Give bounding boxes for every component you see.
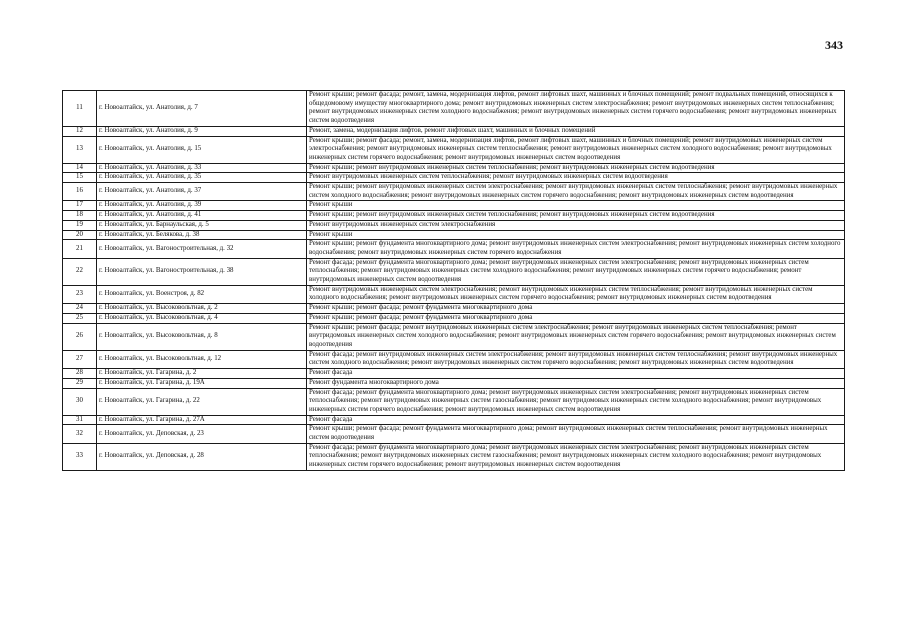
table-row	[63, 163, 845, 173]
row-address: г. Новоалтайск, ул. Высоковольтная, д. 2	[97, 304, 307, 314]
row-number: 14	[63, 163, 97, 173]
row-works: Ремонт фасада	[307, 369, 845, 379]
row-number: 27	[63, 350, 97, 368]
row-address: г. Новоалтайск, ул. Барнаульская, д. 5	[97, 220, 307, 230]
row-number: 32	[63, 425, 97, 443]
row-number: 28	[63, 369, 97, 379]
row-address: г. Новоалтайск, ул. Деповская, д. 23	[97, 425, 307, 443]
row-number: 23	[63, 285, 97, 303]
row-number: 19	[63, 220, 97, 230]
row-address: г. Новоалтайск, ул. Анатолия, д. 7	[97, 91, 307, 127]
row-works: Ремонт крыши; ремонт фасада; ремонт фундамента многоквартирного дома; ремонт внутридомовых инженерных систем теплоснабжения; ремонт внутридомовых инженерных систем водоотведения	[307, 425, 845, 443]
row-address: г. Новоалтайск, ул. Анатолия, д. 37	[97, 183, 307, 201]
row-works: Ремонт крыши	[307, 230, 845, 240]
row-address: г. Новоалтайск, ул. Гагарина, д. 19А	[97, 378, 307, 388]
row-number: 11	[63, 91, 97, 127]
row-number: 33	[63, 443, 97, 470]
row-address: г. Новоалтайск, ул. Вагоностроительная, д. 38	[97, 258, 307, 285]
row-address: г. Новоалтайск, ул. Высоковольтная, д. 12	[97, 350, 307, 368]
row-number: 22	[63, 258, 97, 285]
row-number: 12	[63, 126, 97, 136]
row-address: г. Новоалтайск, ул. Военстроя, д. 82	[97, 285, 307, 303]
table-row	[63, 136, 845, 163]
row-works: Ремонт внутридомовых инженерных систем теплоснабжения; ремонт внутридомовых инженерных систем водоотведения	[307, 173, 845, 183]
table-row	[63, 313, 845, 323]
row-address: г. Новоалтайск, ул. Высоковольтная, д. 4	[97, 313, 307, 323]
row-works: Ремонт фундамента многоквартирного дома	[307, 378, 845, 388]
row-address: г. Новоалтайск, ул. Анатолия, д. 33	[97, 163, 307, 173]
row-address: г. Новоалтайск, ул. Анатолия, д. 39	[97, 201, 307, 211]
row-number: 21	[63, 240, 97, 258]
row-number: 31	[63, 415, 97, 425]
table-row	[63, 443, 845, 470]
table-row	[63, 91, 845, 127]
row-works: Ремонт фасада; ремонт фундамента многоквартирного дома; ремонт внутридомовых инженерных систем электроснабжения; ремонт внутридомовых инженерных систем теплоснабжения; ремонт внутридомовых инженерных систем газоснабжения; ремонт внутридомовых инженерных систем холодного водоснабжения; ремонт внутридомовых инженерных систем горячего водоснабжения; ремонт внутридомовых инженерных систем водоотведения	[307, 388, 845, 415]
row-works: Ремонт крыши; ремонт фасада; ремонт фундамента многоквартирного дома	[307, 304, 845, 314]
row-address: г. Новоалтайск, ул. Деповская, д. 28	[97, 443, 307, 470]
row-number: 24	[63, 304, 97, 314]
row-works: Ремонт крыши; ремонт фасада; ремонт фундамента многоквартирного дома	[307, 313, 845, 323]
row-address: г. Новоалтайск, ул. Анатолия, д. 41	[97, 211, 307, 221]
table-row	[63, 173, 845, 183]
row-address: г. Новоалтайск, ул. Высоковольтная, д. 8	[97, 323, 307, 350]
table-row	[63, 378, 845, 388]
row-works: Ремонт фасада	[307, 415, 845, 425]
table-row	[63, 304, 845, 314]
row-address: г. Новоалтайск, ул. Белякова, д. 38	[97, 230, 307, 240]
row-works: Ремонт крыши	[307, 201, 845, 211]
row-number: 13	[63, 136, 97, 163]
row-works: Ремонт крыши; ремонт фасада; ремонт внутридомовых инженерных систем электроснабжения; ремонт внутридомовых инженерных систем теплоснабжения; ремонт внутридомовых инженерных систем холодного водоснабжения; ремонт внутридомовых инженерных систем горячего водоснабжения; ремонт внутридомовых инженерных систем водоотведения	[307, 323, 845, 350]
row-number: 20	[63, 230, 97, 240]
row-works: Ремонт крыши; ремонт внутридомовых инженерных систем теплоснабжения; ремонт внутридомовых инженерных систем водоотведения	[307, 211, 845, 221]
table-row	[63, 230, 845, 240]
row-works: Ремонт фасада; ремонт внутридомовых инженерных систем электроснабжения; ремонт внутридомовых инженерных систем теплоснабжения; ремонт внутридомовых инженерных систем холодного водоснабжения; ремонт внутридомовых инженерных систем горячего водоснабжения; ремонт внутридомовых инженерных систем водоотведения	[307, 350, 845, 368]
table-row	[63, 350, 845, 368]
row-works: Ремонт крыши; ремонт внутридомовых инженерных систем электроснабжения; ремонт внутридомовых инженерных систем теплоснабжения; ремонт внутридомовых инженерных систем холодного водоснабжения; ремонт внутридомовых инженерных систем горячего водоснабжения; ремонт внутридомовых инженерных систем водоотведения	[307, 183, 845, 201]
row-works: Ремонт внутридомовых инженерных систем электроснабжения; ремонт внутридомовых инженерных систем теплоснабжения; ремонт внутридомовых инженерных систем холодного водоснабжения; ремонт внутридомовых инженерных систем горячего водоснабжения; ремонт внутридомовых инженерных систем водоотведения	[307, 285, 845, 303]
row-works: Ремонт, замена, модернизация лифтов, ремонт лифтовых шахт, машинных и блочных помещений	[307, 126, 845, 136]
row-address: г. Новоалтайск, ул. Гагарина, д. 27А	[97, 415, 307, 425]
row-number: 30	[63, 388, 97, 415]
row-number: 29	[63, 378, 97, 388]
table-row	[63, 258, 845, 285]
row-address: г. Новоалтайск, ул. Гагарина, д. 22	[97, 388, 307, 415]
row-address: г. Новоалтайск, ул. Анатолия, д. 35	[97, 173, 307, 183]
table-row	[63, 388, 845, 415]
row-works: Ремонт внутридомовых инженерных систем электроснабжения	[307, 220, 845, 230]
row-number: 26	[63, 323, 97, 350]
table-row	[63, 425, 845, 443]
row-works: Ремонт крыши; ремонт фундамента многоквартирного дома; ремонт внутридомовых инженерных систем электроснабжения; ремонт внутридомовых инженерных систем холодного водоснабжения; ремонт внутридомовых инженерных систем горячего водоснабжения	[307, 240, 845, 258]
row-address: г. Новоалтайск, ул. Анатолия, д. 9	[97, 126, 307, 136]
row-number: 18	[63, 211, 97, 221]
table-row	[63, 220, 845, 230]
table-row	[63, 201, 845, 211]
table-row	[63, 323, 845, 350]
page-number: 343	[825, 38, 843, 52]
row-address: г. Новоалтайск, ул. Гагарина, д. 2	[97, 369, 307, 379]
row-works: Ремонт фасада; ремонт фундамента многоквартирного дома; ремонт внутридомовых инженерных систем электроснабжения; ремонт внутридомовых инженерных систем теплоснабжения; ремонт внутридомовых инженерных систем холодного водоснабжения; ремонт внутридомовых инженерных систем горячего водоснабжения; ремонт внутридомовых инженерных систем водоотведения	[307, 258, 845, 285]
table-row	[63, 285, 845, 303]
table-row	[63, 183, 845, 201]
row-address: г. Новоалтайск, ул. Вагоностроительная, д. 32	[97, 240, 307, 258]
row-number: 15	[63, 173, 97, 183]
row-number: 17	[63, 201, 97, 211]
row-works: Ремонт крыши; ремонт фасада; ремонт, замена, модернизация лифтов, ремонт лифтовых шахт, машинных и блочных помещений; ремонт внутридомовых инженерных систем электроснабжения; ремонт внутридомовых инженерных систем теплоснабжения; ремонт внутридомовых инженерных систем холодного водоснабжения; ремонт внутридомовых инженерных систем горячего водоснабжения; ремонт внутридомовых инженерных систем водоотведения	[307, 136, 845, 163]
table-row	[63, 126, 845, 136]
row-works: Ремонт крыши; ремонт внутридомовых инженерных систем теплоснабжения; ремонт внутридомовых инженерных систем водоотведения	[307, 163, 845, 173]
table-row	[63, 369, 845, 379]
row-works: Ремонт крыши; ремонт фасада; ремонт, замена, модернизация лифтов, ремонт лифтовых шахт, машинных и блочных помещений; ремонт подвальных помещений, относящихся к общедомовому имуществу многоквартирного дома; ремонт внутридомовых инженерных систем электроснабжения; ремонт внутридомовых инженерных систем теплоснабжения; ремонт внутридомовых инженерных систем холодного водоснабжения; ремонт внутридомовых инженерных систем горячего водоснабжения; ремонт внутридомовых инженерных систем водоотведения	[307, 91, 845, 127]
row-works: Ремонт фасада; ремонт фундамента многоквартирного дома; ремонт внутридомовых инженерных систем электроснабжения; ремонт внутридомовых инженерных систем теплоснабжения; ремонт внутридомовых инженерных систем газоснабжения; ремонт внутридомовых инженерных систем холодного водоснабжения; ремонт внутридомовых инженерных систем горячего водоснабжения; ремонт внутридомовых инженерных систем водоотведения	[307, 443, 845, 470]
table-row	[63, 211, 845, 221]
row-address: г. Новоалтайск, ул. Анатолия, д. 15	[97, 136, 307, 163]
table-body	[63, 91, 845, 471]
table-row	[63, 240, 845, 258]
repair-registry-table	[62, 90, 845, 471]
row-number: 25	[63, 313, 97, 323]
row-number: 16	[63, 183, 97, 201]
table-row	[63, 415, 845, 425]
